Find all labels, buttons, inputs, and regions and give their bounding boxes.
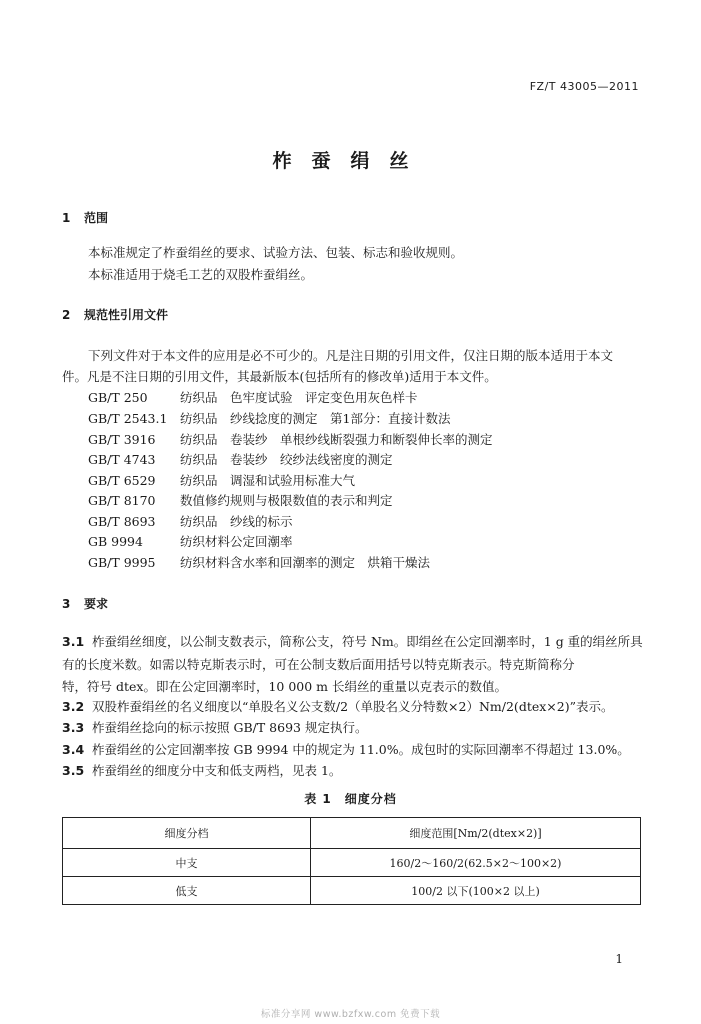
clause-3-1-line-2: 有的长度米数。如需以特克斯表示时，可在公制支数后面用括号以特克斯表示。特克斯简称分 [62,657,575,672]
standard-number: FZ/T 43005—2011 [529,80,639,93]
reference-title: 纺织材料公定回潮率 [180,534,293,549]
reference-code: GB/T 2543.1 [88,411,168,426]
section-title: 范围 [84,211,109,225]
clause-text: 柞蚕绢丝的公定回潮率按 GB 9994 中的规定为 11.0%。成包时的实际回潮率不得超过 13.0%。 [92,742,630,757]
table-cell: 160/2～160/2(62.5×2～100×2) [311,849,641,877]
clause-3-5 [62,761,341,779]
clause-number: 3.4 [62,742,85,757]
section-title: 规范性引用文件 [84,308,169,322]
section-2-heading [62,306,168,323]
reference-title: 纺织品 调湿和试验用标准大气 [180,473,356,488]
reference-item [88,430,493,448]
reference-code: GB/T 3916 [88,432,156,447]
section-title: 要求 [84,597,109,611]
document-title: 柞蚕绢丝 [272,150,429,172]
reference-code: GB/T 6529 [88,473,156,488]
section-number: 3 [62,597,71,611]
clause-text: 柞蚕绢丝的细度分中支和低支两档，见表 1。 [92,763,342,778]
reference-title: 纺织品 色牢度试验 评定变色用灰色样卡 [180,390,418,405]
table-header-row [63,818,641,849]
clause-text: 柞蚕绢丝细度，以公制支数表示，简称公支，符号 Nm。即绢丝在公定回潮率时，1 g 重的绢丝所具 [92,634,643,649]
reference-title: 纺织品 纱线捻度的测定 第1部分：直接计数法 [180,411,451,426]
table-row [63,849,641,877]
clause-3-4 [62,740,630,758]
normative-intro-line-2: 件。凡是不注日期的引用文件，其最新版本(包括所有的修改单)适用于本文件。 [62,369,497,384]
clause-3-1 [62,632,643,650]
clause-text: 双股柞蚕绢丝的名义细度以“单股名义公支数/2（单股名义分特数×2）Nm/2(dtex×2)”表示。 [92,699,614,714]
clause-number: 3.2 [62,699,85,714]
clause-number: 3.5 [62,763,85,778]
table-cell: 中支 [63,849,311,877]
reference-title: 纺织品 卷装纱 单根纱线断裂强力和断裂伸长率的测定 [180,432,493,447]
table-header-cell: 细度范围[Nm/2(dtex×2)] [311,818,641,849]
reference-code: GB/T 8693 [88,514,156,529]
table-caption: 表 1 细度分档 [304,792,397,806]
section-number: 1 [62,211,71,225]
reference-item [88,491,393,509]
table-row [63,877,641,905]
section-number: 2 [62,308,71,322]
reference-item [88,532,293,550]
reference-code: GB 9994 [88,534,143,549]
reference-title: 纺织品 卷装纱 绞纱法线密度的测定 [180,452,393,467]
fineness-grade-table [62,817,641,905]
clause-text: 柞蚕绢丝捻向的标示按照 GB/T 8693 规定执行。 [92,720,368,735]
reference-code: GB/T 9995 [88,555,156,570]
section-3-heading [62,595,108,612]
reference-code: GB/T 250 [88,390,148,405]
clause-3-2 [62,697,613,715]
table-cell: 100/2 以下(100×2 以上) [311,877,641,905]
reference-title: 数值修约规则与极限数值的表示和判定 [180,493,393,508]
scope-paragraph-2: 本标准适用于烧毛工艺的双股柞蚕绢丝。 [88,267,314,282]
reference-item [88,409,450,427]
reference-code: GB/T 4743 [88,452,156,467]
clause-number: 3.1 [62,634,85,649]
normative-intro-line-1: 下列文件对于本文件的应用是必不可少的。凡是注日期的引用文件，仅注日期的版本适用于本文 [88,348,614,363]
clause-3-3 [62,718,367,736]
clause-3-1-line-3: 特，符号 dtex。即在公定回潮率时，10 000 m 长绢丝的重量以克表示的数值。 [62,679,507,694]
reference-item [88,553,430,571]
reference-item [88,450,393,468]
scope-paragraph-1: 本标准规定了柞蚕绢丝的要求、试验方法、包装、标志和验收规则。 [88,245,464,260]
clause-number: 3.3 [62,720,85,735]
reference-title: 纺织品 纱线的标示 [180,514,293,529]
page-number: 1 [615,952,623,966]
reference-item [88,512,293,530]
reference-item [88,388,418,406]
reference-item [88,471,355,489]
watermark-text: 标准分享网 www.bzfxw.com 免费下载 [260,1009,441,1020]
table-cell: 低支 [63,877,311,905]
table-header-cell: 细度分档 [63,818,311,849]
section-1-heading [62,209,108,226]
reference-code: GB/T 8170 [88,493,156,508]
reference-title: 纺织材料含水率和回潮率的测定 烘箱干燥法 [180,555,431,570]
